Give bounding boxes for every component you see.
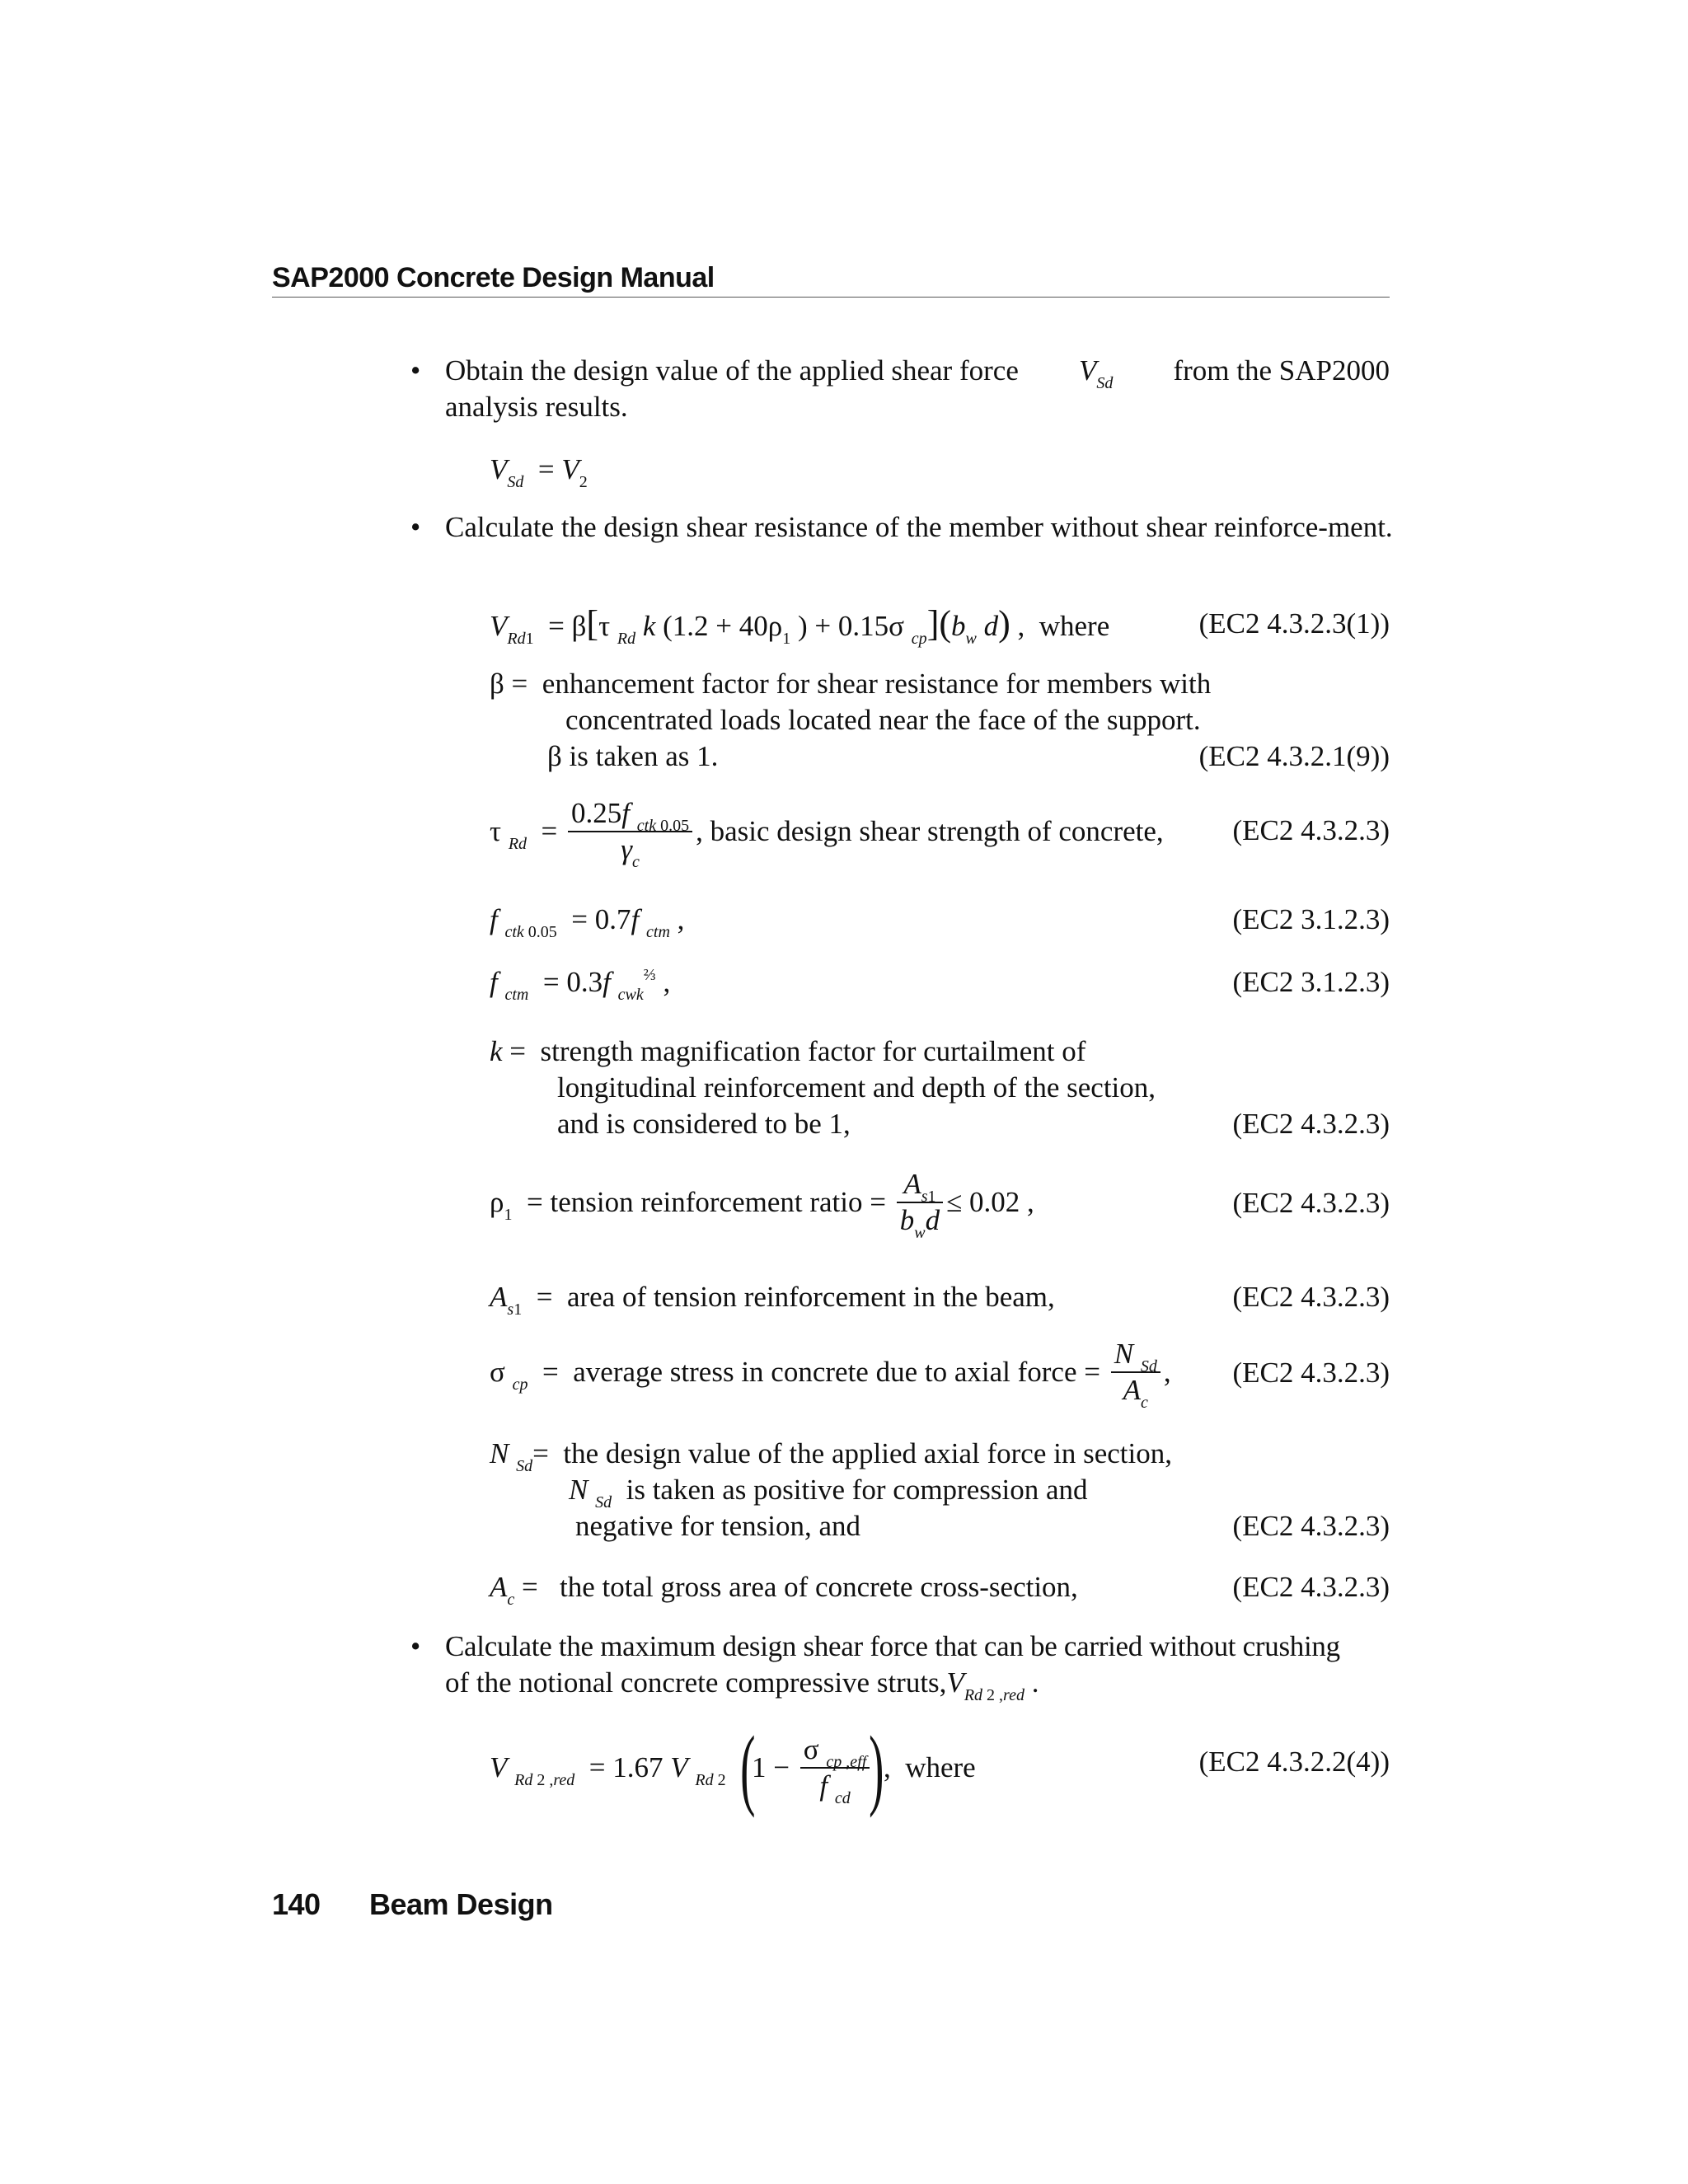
k-line3: and is considered to be 1, bbox=[557, 1108, 851, 1140]
bullet-2-text: Calculate the design shear resistance of the member without shear reinforce-ment. bbox=[445, 511, 1393, 543]
vrd1-reference: (EC2 4.3.2.3(1)) bbox=[1198, 607, 1390, 640]
vrd2-where: where bbox=[905, 1751, 976, 1783]
beta-reference: (EC2 4.3.2.1(9)) bbox=[1198, 740, 1390, 772]
beta-line2: concentrated loads located near the face of the support. bbox=[565, 704, 1201, 736]
bullet-1-marker: • bbox=[410, 354, 421, 387]
sigma-reference: (EC2 4.3.2.3) bbox=[1232, 1357, 1390, 1389]
equation-vsd: $V_{Sd} = V_2$ bbox=[490, 453, 588, 491]
nsd-line2-wrap: N $_{Sd}$ is taken as positive for compression and bbox=[569, 1474, 1088, 1511]
bullet-3-text: Calculate the maximum design shear force that can be carried without crushing of the notional concrete compressive $struts,V_{Rd}$ $_{2 ,red}$ . bbox=[445, 1629, 1390, 1701]
ac-text: the total gross area of concrete cross-section, bbox=[560, 1571, 1078, 1603]
k-reference: (EC2 4.3.2.3) bbox=[1232, 1108, 1390, 1140]
page-number: 140 bbox=[272, 1887, 321, 1921]
running-header: SAP2000 Concrete Design Manual bbox=[272, 262, 715, 293]
as1-text: area of tension reinforcement in the beam, bbox=[566, 1281, 1055, 1313]
tau-rd-definition: τ $_{Rd}$ = $\frac{0.25f _{ctk} _{0.05}}{\gamma_c}$ , basic design shear strength of concrete, bbox=[490, 797, 1164, 871]
bullet-1-text bbox=[445, 353, 1390, 425]
k-line1: strength magnification factor for curtailment of bbox=[540, 1035, 1086, 1067]
header-rule bbox=[272, 297, 1390, 298]
rho-reference: (EC2 4.3.2.3) bbox=[1232, 1187, 1390, 1219]
bullet-1-line1-end: from the SAP2000 bbox=[1173, 354, 1390, 387]
fctm-reference: (EC2 3.1.2.3) bbox=[1232, 966, 1390, 998]
fctk-reference: (EC2 3.1.2.3) bbox=[1232, 903, 1390, 935]
sigma-text: average stress in concrete due to axial force = bbox=[573, 1356, 1100, 1388]
equation-fctk: f $_{ctk}$ $_{0.05}$ = 0.7f $_{ctm}$ , bbox=[490, 903, 685, 941]
beta-line1: enhancement factor for shear resistance for members with bbox=[542, 668, 1212, 700]
vrd1-where: where bbox=[1039, 610, 1110, 642]
vsd-symbol: $V_{Sd}$ bbox=[1078, 354, 1114, 392]
k-definition: k = strength magnification factor for curtailment of bbox=[490, 1035, 1086, 1067]
ac-reference: (EC2 4.3.2.3) bbox=[1232, 1571, 1390, 1603]
nsd-line1: the design value of the applied axial force in section, bbox=[563, 1437, 1172, 1469]
equation-vrd1: $V_{Rd1} = \beta[\tau$ $_{Rd}$ k ($1.2 + 40\rho_1$ ) + 0.15σ $_{cp}](b_w$ d) , where bbox=[490, 603, 1110, 648]
equation-vrd2-red: V $_{Rd}$ $_{2 ,red}$ = 1.67 V $_{Rd}$ $_2$ (1 − $\frac{\sigma _{cp} _{,eff}}{f _{cd}}$ ), where bbox=[490, 1718, 976, 1818]
nsd-line3: negative for tension, and bbox=[575, 1510, 861, 1542]
bullet-2-marker: • bbox=[410, 511, 421, 543]
beta-line3: β is taken as 1. bbox=[547, 740, 719, 772]
nsd-definition: N $_{Sd}$= the design value of the applied axial force in section, bbox=[490, 1437, 1172, 1475]
sigma-definition: σ $_{cp}$ = average stress in concrete due to axial force = $\frac{N _{Sd}}{A_c}$ , bbox=[490, 1338, 1171, 1412]
bullet-3-line2: of the notional concrete compressive struts, bbox=[445, 1666, 947, 1699]
tau-rd-reference: (EC2 4.3.2.3) bbox=[1232, 814, 1390, 846]
equation-fctm: f $_{ctm}$ = 0.3f $_{cwk}^{\frac{2}{3}}$ , bbox=[490, 966, 671, 1004]
tau-rd-fraction: $\frac{0.25f _{ctk} _{0.05}}{\gamma_c}$ bbox=[568, 796, 692, 867]
nsd-line2: is taken as positive for compression and bbox=[626, 1474, 1088, 1506]
rho-fraction: $\frac{A_{s1}}{b_wd}$ bbox=[897, 1167, 943, 1238]
beta-definition bbox=[490, 666, 1211, 702]
bullet-3-line1: Calculate the maximum design shear force that can be carried without crushing bbox=[445, 1630, 1340, 1662]
as1-definition: $A_{s1}$ = area of tension reinforcement in the beam, bbox=[490, 1281, 1055, 1319]
rho-tail: ≤ 0.02 , bbox=[946, 1186, 1034, 1218]
bullet-1-line1: Obtain the design value of the applied shear force bbox=[445, 354, 1019, 387]
k-line2: longitudinal reinforcement and depth of the section, bbox=[557, 1071, 1156, 1104]
vrd2-fraction: $\frac{\sigma _{cp} _{,eff}}{f _{cd}}$ bbox=[800, 1732, 870, 1803]
nsd-reference: (EC2 4.3.2.3) bbox=[1232, 1510, 1390, 1542]
sigma-fraction: $\frac{N _{Sd}}{A_c}$ bbox=[1111, 1337, 1160, 1408]
vrd2-reference: (EC2 4.3.2.2(4)) bbox=[1198, 1746, 1390, 1778]
bullet-3-marker: • bbox=[410, 1630, 421, 1662]
ac-definition: $A_c$ = the total gross area of concrete cross-section, bbox=[490, 1571, 1078, 1609]
rho-definition: $\rho_1$ = tension reinforcement ratio = $\frac{A_{s1}}{b_wd}$ ≤ 0.02 , bbox=[490, 1168, 1034, 1242]
rho-text: tension reinforcement ratio = bbox=[550, 1186, 886, 1218]
as1-reference: (EC2 4.3.2.3) bbox=[1232, 1281, 1390, 1313]
footer-section-title: Beam Design bbox=[369, 1887, 553, 1921]
bullet-1-line2: analysis results. bbox=[445, 391, 628, 423]
tau-rd-text: , basic design shear strength of concrete, bbox=[696, 815, 1164, 847]
beta-symbol: β = bbox=[490, 668, 542, 700]
